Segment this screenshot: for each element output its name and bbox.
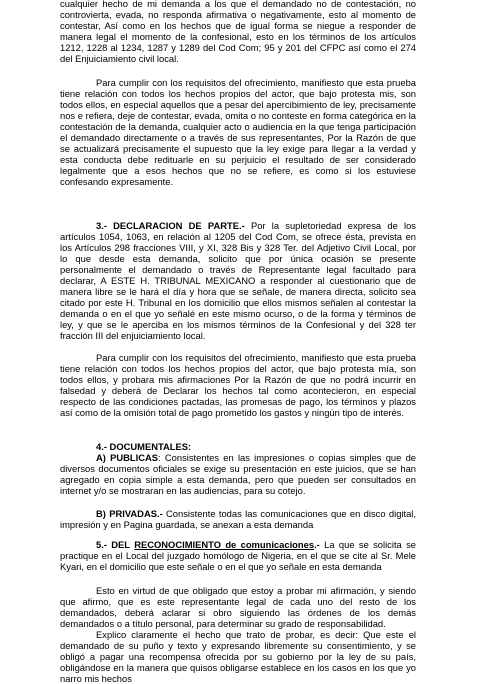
documentales-publicas: [60, 452, 416, 496]
privadas-heading: B) PRIVADAS.-: [96, 508, 163, 519]
section-5-heading-end: .-: [314, 539, 320, 550]
section-3-heading: 3.- DECLARACION DE PARTE.-: [96, 220, 245, 231]
section-5-heading-underlined: RECONOCIMIENTO de comunicaciones: [134, 539, 315, 550]
publicas-heading: A) PUBLICAS: [96, 452, 159, 463]
section-5-heading: 5.- DEL: [96, 539, 135, 550]
privadas-text: Consistente todas las comunicaciones que en disco digital, impresión y en Pagina guardada, se anexan a esta demanda: [60, 508, 416, 530]
paragraph-explicacion: Explico claramente el hecho que trato de probar, es decir: Que este el demandado de su puño y texto y expresando libremente su consentimiento, y se obligó a pagar una recompensa ofrecida por su gobierno por la ley de su país, obligándose en la manera que quisos obligarse establece en los casos en los que yo narro mis hechos: [60, 629, 416, 684]
paragraph-confesional-end: cualquier hecho de mi demanda a los que el demandado no de contestación, no controvierta, evada, no responda afirmativa o negativamente, esto al momento de contestar, Así como en los hechos que de igual forma se niegue a responder de manera legal el momento de la confesional, esto en los términos de los artículos 1212, 1228 al 1234, 1287 y 1289 del Cod Com; 95 y 201 del CFPC así como el 274 del Enjuiciamiento civil local.: [60, 0, 416, 64]
section-3-declaracion: [60, 220, 416, 341]
paragraph-offer-requirements-2: Para cumplir con los requisitos del ofrecimiento, manifiesto que esta prueba tiene relación con todos los hechos propios del actor, que bajo protesta mía, son todos ellos, y probara mis afirmaciones Por la Razón de que no podrá incurrir en falsedad y deberá de Declarar los hechos tal como acontecieron, en especial respecto de las condiciones pactadas, las promesas de pago, los términos y plazos así como de la omisión total de pago prometido los gastos y ningún tipo de interés.: [60, 352, 416, 418]
section-5-reconocimiento: [60, 539, 416, 572]
paragraph-offer-requirements-1: Para cumplir con los requisitos del ofrecimiento, manifiesto que esta prueba tiene relación con todos los hechos propios del actor, que bajo protesta mis, son todos ellos, en especial aquellos que a pesar del apercibimiento de ley, precisamente nos e refiera, deje de contestar, evada, omita o no conteste en forma categórica en la contestación de la demanda, cualquier acto o audiencia en la que tenga participación el demandado directamente o a través de sus representantes, Por la Razón de que se actualizará precisamente el supuesto que la ley exige para llegar a la verdad y esta conducta debe redituarle en su perjuicio el resultado de ser considerado legalmente que a esos hechos que no se refiere, es como si los estuviese confesando expresamente.: [60, 77, 416, 187]
section-5-text: La que se solicita se practique en el Local del juzgado homólogo de Nigeria, en el que se cite al Sr. Mele Kyari, en el domicilio que este señale o en el que yo señale en esta demanda: [60, 539, 417, 572]
documentales-privadas: [60, 508, 416, 530]
paragraph-afirmacion: Esto en virtud de que obligado que estoy a probar mi afirmación, y siendo que afirmo, que es este representante legal de cada uno del resto de los demandados, deberá aclarar si obro siguiendo las órdenes de los demás demandados o a título personal, para determinar su grado de responsabilidad.: [60, 585, 416, 629]
section-4-heading: 4.- DOCUMENTALES:: [96, 441, 192, 452]
publicas-text: : Consistentes en las impresiones o copias simples que de diversos documentos oficiales se exige su presentación en este juicios, que se han agregado en copia simple a esta demanda, pero que pueden ser consultados en internet y/o se mostraran en las audiencias, para su cotejo.: [60, 452, 417, 496]
section-3-text: Por la supletoriedad expresa de los artículos 1054, 1063, en relación al 1205 del Cod Com, se ofrece ésta, prevista en los Artículos 298 fracciones VIII, y XI, 328 Bis y 328 Ter. del Adjetivo Civil Local, por lo que desde esta demanda, solicito que por única ocasión se presente personalmente el demandado o través de Representante legal facultado para declarar, A ESTE H. TRIBUNAL MEXICANO a responder al cuestionario que de manera libre se le hará el día y hora que se señale, de manera directa, solicito sea citado por este H. Tribunal en los domicilio que ellos mismos señalen al contestar la demanda o en el que yo señalé en este mismo ocurso, o de la forma y términos de ley, y que se le aperciba en los mismos términos de la Confesional y del 328 ter fracción III del enjuiciamiento local.: [60, 220, 416, 341]
